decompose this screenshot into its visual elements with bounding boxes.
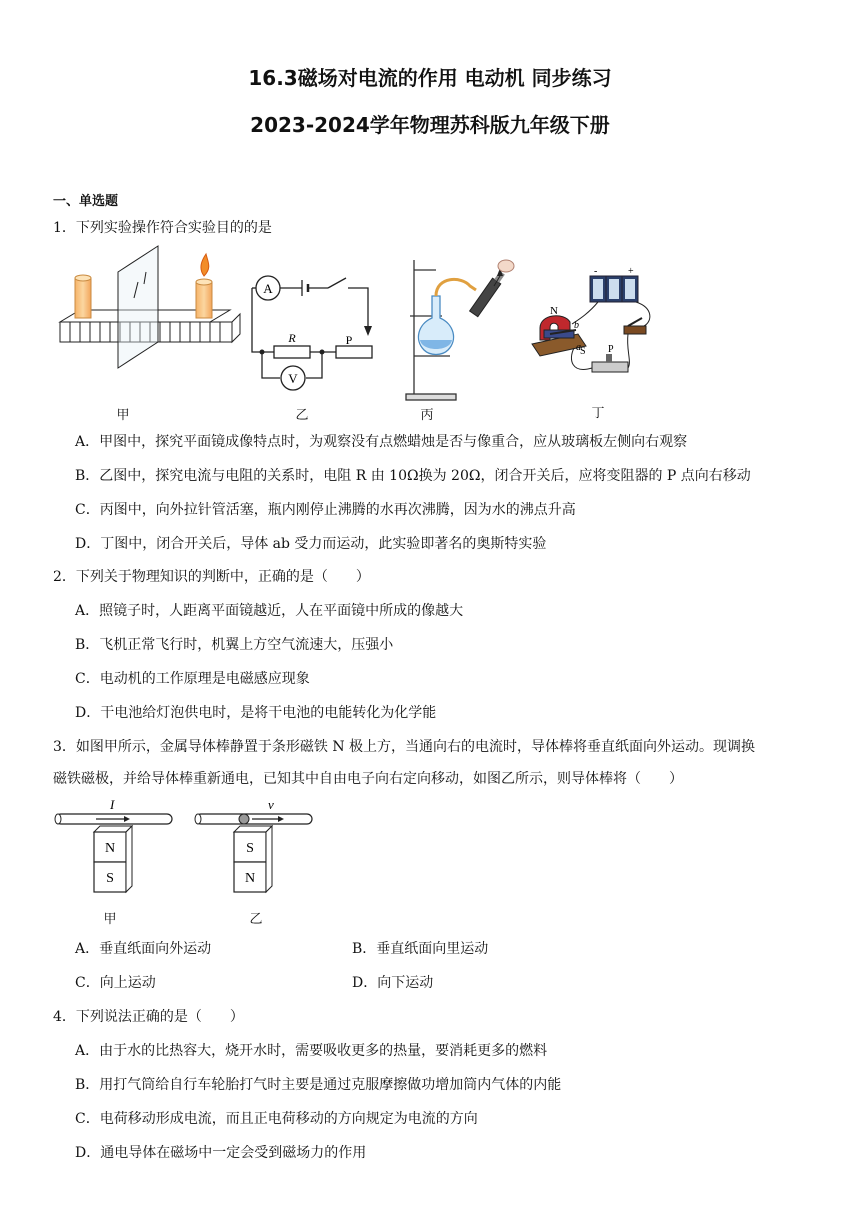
q1-caption-ding: 丁 xyxy=(591,406,605,421)
q4-option-c: C．电荷移动形成电流，而且正电荷移动的方向规定为电流的方向 xyxy=(75,1111,478,1127)
contact-b-label: b xyxy=(574,320,579,331)
q1-caption-bing: 丙 xyxy=(420,408,434,423)
q1-figure-yi xyxy=(244,266,376,386)
q3-figure-jia xyxy=(50,798,176,906)
q1-option-d: D．丁图中，闭合开关后，导体 ab 受力而运动，此实验即著名的奥斯特实验 xyxy=(75,536,547,552)
svg-text:-: - xyxy=(594,266,598,277)
q1-figure-ding xyxy=(528,264,662,384)
q1-stem: 1．下列实验操作符合实验目的的是 xyxy=(53,220,272,236)
q1-figure-jia xyxy=(50,242,240,382)
q3-velocity-label: v xyxy=(268,797,274,812)
q1-figure-bing xyxy=(402,256,522,402)
q3-yi-top-pole: S xyxy=(246,841,254,856)
q1-option-b: B．乙图中，探究电流与电阻的关系时，电阻 R 由 10Ω换为 20Ω，闭合开关后，应将变阻器的 P 点向右移动 xyxy=(75,468,751,484)
title-line-2: 2023-2024学年物理苏科版九年级下册 xyxy=(250,113,610,137)
title-line-1: 16.3磁场对电流的作用 电动机 同步练习 xyxy=(248,66,612,90)
q3-option-c: C．向上运动 xyxy=(75,975,156,991)
q3-jia-top-pole: N xyxy=(104,841,116,856)
q1-option-c: C．丙图中，向外拉针管活塞，瓶内刚停止沸腾的水再次沸腾，因为水的沸点升高 xyxy=(75,502,576,518)
south-label: S xyxy=(580,346,586,357)
voltmeter-label: V xyxy=(288,371,298,386)
q4-stem: 4．下列说法正确的是（ ） xyxy=(53,1009,244,1025)
q2-option-b: B．飞机正常飞行时，机翼上方空气流速大，压强小 xyxy=(75,637,394,653)
q3-jia-bottom-pole: S xyxy=(106,871,114,886)
section-heading: 一、单选题 xyxy=(53,194,119,209)
q2-option-a: A．照镜子时，人距离平面镜越近，人在平面镜中所成的像越大 xyxy=(75,603,464,619)
q2-option-d: D．干电池给灯泡供电时，是将干电池的电能转化为化学能 xyxy=(75,705,437,721)
svg-text:P: P xyxy=(608,344,614,355)
resistor-label: R xyxy=(288,331,296,345)
q3-stem-line-2: 磁铁磁极，并给导体棒重新通电，已知其中自由电子向右定向移动，如图乙所示，则导体棒将（ ） xyxy=(53,771,683,787)
contact-a-label: a xyxy=(576,342,581,353)
q1-caption-yi: 乙 xyxy=(295,408,309,423)
q4-option-a: A．由于水的比热容大，烧开水时，需要吸收更多的热量，要消耗更多的燃料 xyxy=(75,1043,548,1059)
q3-stem-line-1: 3．如图甲所示，金属导体棒静置于条形磁铁 N 极上方，当通向右的电流时，导体棒将垂直纸面向外运动。现调换 xyxy=(53,739,756,755)
slider-label: P xyxy=(345,333,353,347)
q3-figure-yi xyxy=(190,798,316,906)
north-label: N xyxy=(550,305,558,317)
svg-text:+: + xyxy=(628,266,634,277)
q3-caption-yi: 乙 xyxy=(249,912,263,927)
q3-option-b: B．垂直纸面向里运动 xyxy=(352,941,489,957)
q3-option-d: D．向下运动 xyxy=(352,975,434,991)
q4-option-b: B．用打气筒给自行车轮胎打气时主要是通过克服摩擦做功增加筒内气体的内能 xyxy=(75,1077,562,1093)
q4-option-d: D．通电导体在磁场中一定会受到磁场力的作用 xyxy=(75,1145,367,1161)
q3-current-label: I xyxy=(110,797,115,812)
q2-option-c: C．电动机的工作原理是电磁感应现象 xyxy=(75,671,310,687)
q2-stem: 2．下列关于物理知识的判断中，正确的是（ ） xyxy=(53,569,370,585)
q3-yi-bottom-pole: N xyxy=(244,871,256,886)
q3-option-a: A．垂直纸面向外运动 xyxy=(75,941,212,957)
ammeter-label: A xyxy=(263,281,273,296)
q3-caption-jia: 甲 xyxy=(103,912,117,927)
q1-option-a: A．甲图中，探究平面镜成像特点时，为观察没有点燃蜡烛是否与像重合，应从玻璃板左侧向右观察 xyxy=(75,434,688,450)
q1-caption-jia: 甲 xyxy=(116,408,130,423)
